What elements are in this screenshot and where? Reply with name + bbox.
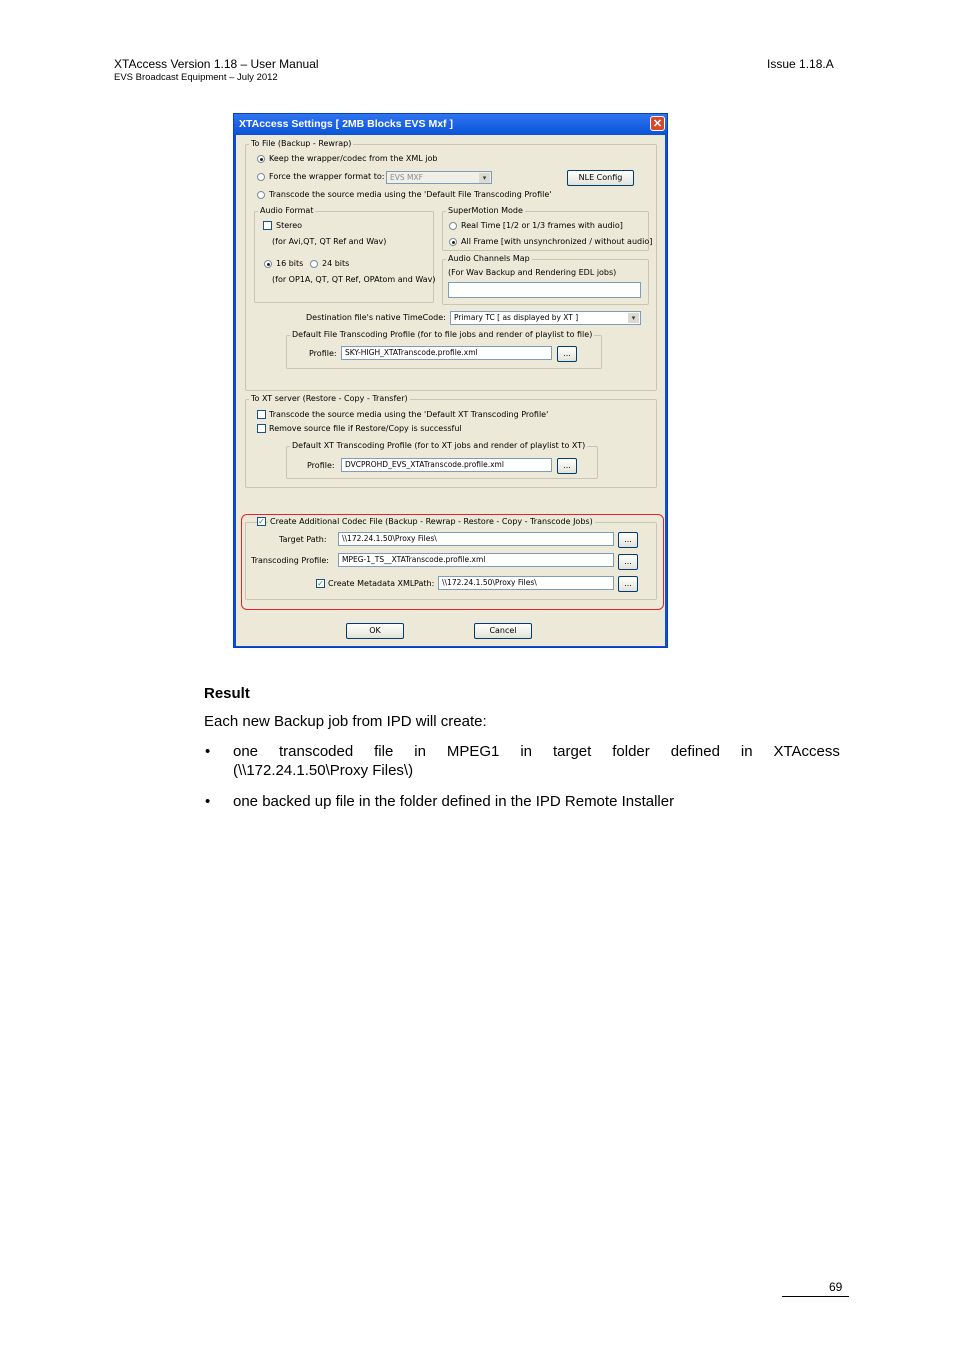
bits24-label: 24 bits <box>322 259 350 268</box>
metadata-path-input[interactable]: \\172.24.1.50\Proxy Files\ <box>438 576 614 590</box>
chevron-down-icon: ▾ <box>479 173 490 183</box>
bullet-marker: • <box>205 743 211 760</box>
transcode-xt-label: Transcode the source media using the 'Default XT Transcoding Profile' <box>269 410 549 419</box>
bullet-word: defined <box>670 743 720 760</box>
keep-wrapper-radio[interactable] <box>257 155 265 163</box>
bits-note: (for OP1A, QT, QT Ref, OPAtom and Wav) <box>272 275 436 284</box>
bullet-marker: • <box>205 793 211 810</box>
file-profile-label: Profile: <box>309 349 337 358</box>
nle-config-button[interactable]: NLE Config <box>567 170 634 186</box>
xt-profile-legend: Default XT Transcoding Profile (for to XT jobs and render of playlist to XT) <box>292 441 586 450</box>
wrapper-select-value: EVS MXF <box>390 173 423 182</box>
wrapper-select[interactable] <box>386 171 492 184</box>
all-frame-label: All Frame [with unsynchronized / without audio] <box>461 237 653 246</box>
bullet-word: in <box>740 743 753 760</box>
transcode-file-radio[interactable] <box>257 191 265 199</box>
xt-profile-label: Profile: <box>307 461 335 470</box>
remove-source-checkbox[interactable] <box>257 424 266 433</box>
target-path-label: Target Path: <box>279 535 327 544</box>
audio-map-input[interactable] <box>448 282 641 298</box>
timecode-label: Destination file's native TimeCode: <box>306 313 446 322</box>
stereo-label: Stereo <box>276 221 303 230</box>
stereo-checkbox[interactable] <box>263 221 272 230</box>
doc-issue: Issue 1.18.A <box>767 57 834 71</box>
all-frame-radio[interactable] <box>449 238 457 246</box>
stereo-note: (for Avi,QT, QT Ref and Wav) <box>272 237 387 246</box>
file-profile-legend: Default File Transcoding Profile (for to file jobs and render of playlist to file) <box>292 330 593 339</box>
intro-text: Each new Backup job from IPD will create: <box>204 713 487 730</box>
metadata-path-label: Path: <box>414 579 435 588</box>
footer-rule <box>782 1296 849 1297</box>
supermotion-legend: SuperMotion Mode <box>448 206 523 215</box>
page-number: 69 <box>829 1280 843 1294</box>
real-time-label: Real Time [1/2 or 1/3 frames with audio] <box>461 221 623 230</box>
to-xt-legend: To XT server (Restore - Copy - Transfer) <box>251 394 408 403</box>
close-icon[interactable]: ✕ <box>650 116 665 131</box>
xt-profile-browse-button[interactable]: ... <box>557 458 577 474</box>
metadata-xml-label: Create Metadata XML <box>328 579 415 588</box>
chevron-down-icon: ▾ <box>628 313 639 323</box>
xt-profile-input[interactable]: DVCPROHD_EVS_XTATranscode.profile.xml <box>341 458 552 472</box>
doc-title: XTAccess Version 1.18 – User Manual <box>114 57 319 71</box>
bullet-word: transcoded <box>278 743 354 760</box>
bullet-word: target <box>552 743 592 760</box>
bullet-word: folder <box>612 743 650 760</box>
keep-wrapper-label: Keep the wrapper/codec from the XML job <box>269 154 438 163</box>
force-wrapper-label: Force the wrapper format to: <box>269 172 385 181</box>
bullet-1-line-1 <box>233 743 840 760</box>
ok-button[interactable]: OK <box>346 623 404 639</box>
transcoding-profile-browse-button[interactable]: ... <box>618 554 638 570</box>
bullet-word: in <box>414 743 426 760</box>
additional-codec-legend: Create Additional Codec File (Backup - Rewrap - Restore - Copy - Transcode Jobs) <box>270 517 593 526</box>
bullet-word: one <box>233 743 259 760</box>
bullet-word: in <box>520 743 533 760</box>
bullet-word: file <box>374 743 394 760</box>
highlight-annotation <box>241 514 664 610</box>
additional-codec-checkbox[interactable]: ✓ <box>258 517 265 526</box>
transcode-file-label: Transcode the source media using the 'Default File Transcoding Profile' <box>269 190 552 199</box>
timecode-select-value: Primary TC [ as displayed by XT ] <box>454 313 579 322</box>
transcoding-profile-label: Transcoding Profile: <box>251 556 329 565</box>
section-heading: Result <box>204 685 250 702</box>
timecode-select[interactable] <box>450 311 641 325</box>
bullet-1-line-2: (\\172.24.1.50\Proxy Files\) <box>233 762 414 779</box>
audio-map-note: (For Wav Backup and Rendering EDL jobs) <box>448 268 617 277</box>
bits16-radio[interactable] <box>264 260 272 268</box>
settings-dialog <box>233 113 668 648</box>
remove-source-label: Remove source file if Restore/Copy is successful <box>269 424 462 433</box>
real-time-radio[interactable] <box>449 222 457 230</box>
file-profile-input[interactable]: SKY-HIGH_XTATranscode.profile.xml <box>341 346 552 360</box>
bullet-word: XTAccess <box>773 743 840 760</box>
bits24-radio[interactable] <box>310 260 318 268</box>
target-path-browse-button[interactable]: ... <box>618 532 638 548</box>
force-wrapper-radio[interactable] <box>257 173 265 181</box>
to-file-legend: To File (Backup - Rewrap) <box>251 139 352 148</box>
doc-subtitle: EVS Broadcast Equipment – July 2012 <box>114 72 278 83</box>
metadata-xml-checkbox[interactable]: ✓ <box>317 579 324 588</box>
dialog-title: XTAccess Settings [ 2MB Blocks EVS Mxf ] <box>239 118 453 130</box>
audio-map-legend: Audio Channels Map <box>448 254 530 263</box>
bullet-2-text: one backed up file in the folder defined in the IPD Remote Installer <box>233 793 675 810</box>
dialog-client <box>236 135 665 646</box>
audio-format-legend: Audio Format <box>260 206 314 215</box>
cancel-button[interactable]: Cancel <box>474 623 532 639</box>
bullet-word: MPEG1 <box>446 743 500 760</box>
metadata-path-browse-button[interactable]: ... <box>618 576 638 592</box>
dialog-titlebar <box>234 114 667 135</box>
transcode-xt-checkbox[interactable] <box>257 410 266 419</box>
transcoding-profile-input[interactable]: MPEG-1_TS__XTATranscode.profile.xml <box>338 553 614 567</box>
bits16-label: 16 bits <box>276 259 304 268</box>
file-profile-browse-button[interactable]: ... <box>557 346 577 362</box>
target-path-input[interactable]: \\172.24.1.50\Proxy Files\ <box>338 532 614 546</box>
